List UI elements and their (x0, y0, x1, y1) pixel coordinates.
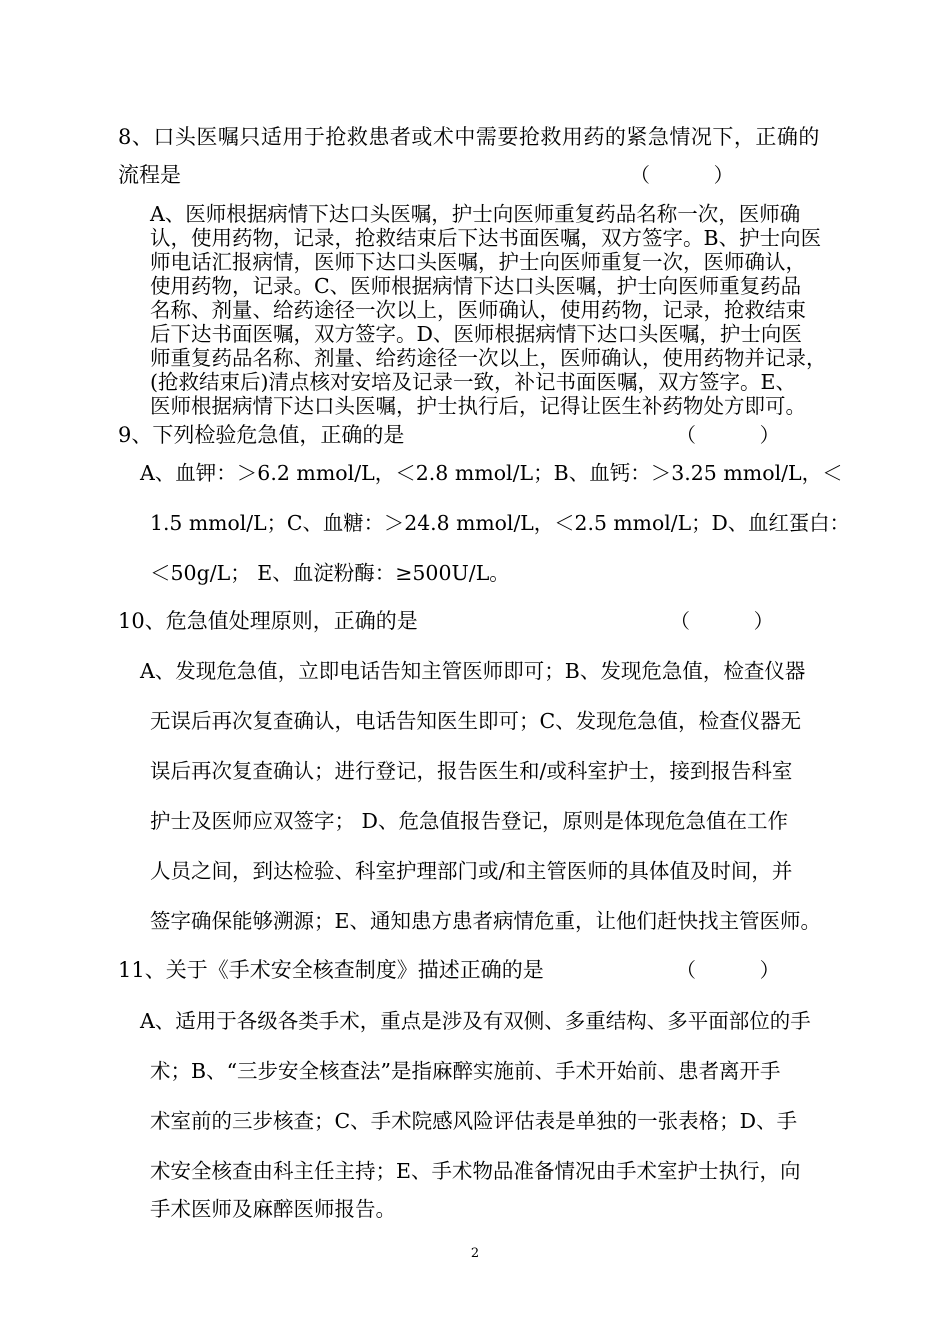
question-10-answer-paren: （ ） (670, 609, 774, 633)
page-number: 2 (470, 1246, 480, 1261)
question-9-option-line: 1.5 mmol/L；C、血糖：＞24.8 mmol/L，＜2.5 mmol/L；D、血红蛋白： (150, 511, 850, 535)
question-10-option-line: 误后再次复查确认；进行登记，报告医生和/或科室护士，接到报告科室 (150, 759, 793, 783)
question-8-option-line: 师电话汇报病情，医师下达口头医嘱，护士向医师重复一次，医师确认， (150, 250, 806, 274)
question-10-option-line: 签字确保能够溯源；E、通知患方患者病情危重，让他们赶快找主管医师。 (150, 909, 821, 933)
question-8-option-line: 认，使用药物，记录，抢救结束后下达书面医嘱，双方签字。B、护士向医 (150, 226, 822, 250)
question-11-option-line: 术；B、“三步安全核查法”是指麻醉实施前、手术开始前、患者离开手 (150, 1059, 781, 1083)
question-8-option-line: A、医师根据病情下达口头医嘱，护士向医师重复药品名称一次，医师确 (150, 202, 801, 226)
question-8-option-line: 使用药物，记录。C、医师根据病情下达口头医嘱，护士向医师重复药品 (150, 274, 802, 298)
question-8-option-line: 医师根据病情下达口头医嘱，护士执行后，记得让医生补药物处方即可。 (150, 394, 806, 418)
question-9-option-line: ＜50g/L； E、血淀粉酶：≥500U/L。 (150, 561, 510, 585)
question-8-option-line: 名称、剂量、给药途径一次以上，医师确认，使用药物，记录，抢救结束 (150, 298, 806, 322)
question-11-option-line: 术安全核查由科主任主持；E、手术物品准备情况由手术室护士执行，向 (150, 1159, 801, 1183)
question-9-stem: 9、下列检验危急值，正确的是 (118, 423, 405, 447)
question-11-option-line: 手术医师及麻醉医师报告。 (150, 1197, 396, 1221)
question-11-option-line: A、适用于各级各类手术，重点是涉及有双侧、多重结构、多平面部位的手 (140, 1009, 811, 1033)
question-8-option-line: 师重复药品名称、剂量、给药途径一次以上，医师确认，使用药物并记录， (150, 346, 827, 370)
question-10-option-line: 无误后再次复查确认，电话告知医生即可；C、发现危急值，检查仪器无 (150, 709, 802, 733)
question-9-answer-paren: （ ） (676, 423, 780, 447)
question-8-stem-line-2: 流程是 (118, 163, 181, 187)
question-10-option-line: A、发现危急值，立即电话告知主管医师即可；B、发现危急值，检查仪器 (140, 659, 806, 683)
question-9-option-line: A、血钾：＞6.2 mmol/L，＜2.8 mmol/L；B、血钙：＞3.25 mmol/L，＜ (140, 461, 843, 485)
question-11-option-line: 术室前的三步核查；C、手术院感风险评估表是单独的一张表格；D、手 (150, 1109, 798, 1133)
question-8-option-line: (抢救结束后)清点核对安培及记录一致，补记书面医嘱，双方签字。E、 (150, 370, 796, 394)
question-10-option-line: 人员之间，到达检验、科室护理部门或/和主管医师的具体值及时间，并 (150, 859, 793, 883)
question-8-option-line: 后下达书面医嘱，双方签字。D、医师根据病情下达口头医嘱，护士向医 (150, 322, 802, 346)
question-10-option-line: 护士及医师应双签字； D、危急值报告登记，原则是体现危急值在工作 (150, 809, 788, 833)
question-11-answer-paren: （ ） (676, 958, 780, 982)
question-8-stem-line-1: 8、口头医嘱只适用于抢救患者或术中需要抢救用药的紧急情况下，正确的 (118, 125, 820, 149)
question-8-answer-paren: （ ） (630, 163, 734, 187)
question-11-stem: 11、关于《手术安全核查制度》描述正确的是 (118, 958, 544, 982)
question-10-stem: 10、危急值处理原则，正确的是 (118, 609, 418, 633)
